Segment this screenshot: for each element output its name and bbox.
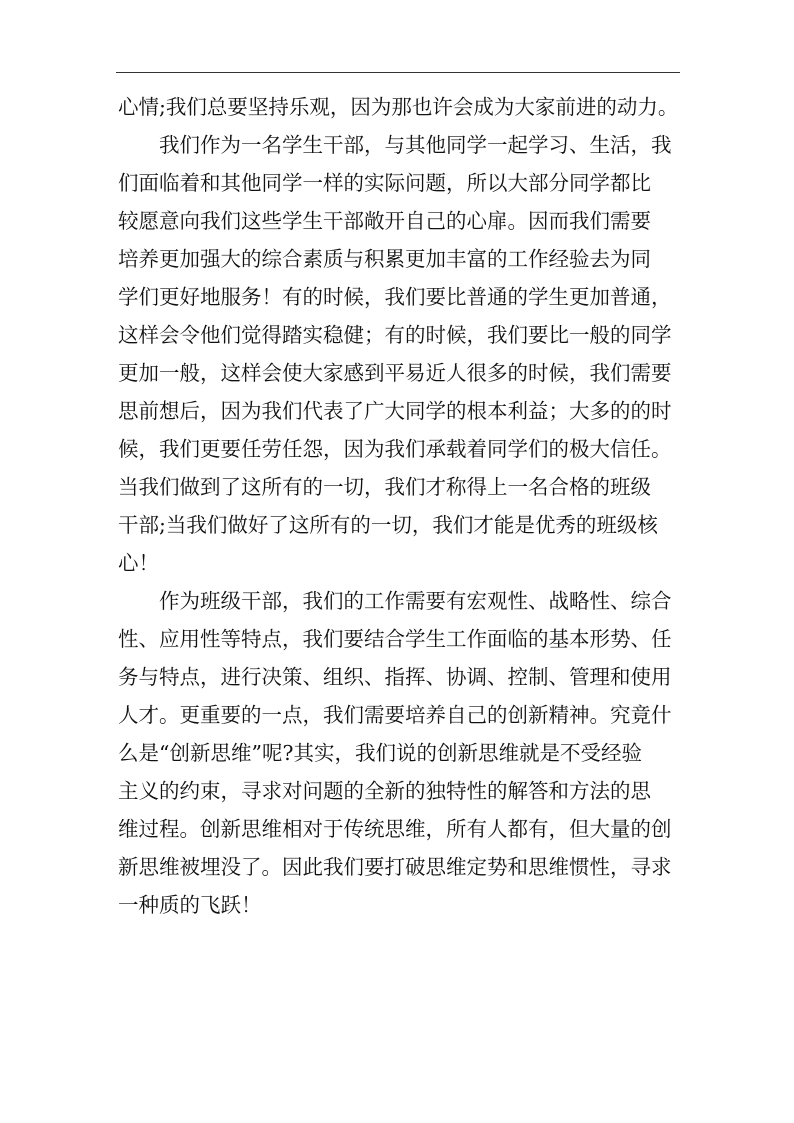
paragraph-3: [118, 582, 684, 924]
text-line: 务与特点，进行决策、组织、指挥、协调、控制、管理和使用: [118, 665, 672, 689]
text-line: 新思维被埋没了。因此我们要打破思维定势和思维惯性，寻求: [118, 855, 672, 879]
text-line: 们面临着和其他同学一样的实际问题，所以大部分同学都比: [118, 171, 651, 195]
text-line: 候，我们更要任劳任怨，因为我们承载着同学们的极大信任。: [118, 437, 672, 461]
paragraph-1: [118, 88, 684, 126]
text-line: 么是“创新思维”呢?其实，我们说的创新思维就是不受经验: [118, 741, 642, 765]
paragraph-2: [118, 126, 684, 582]
text-line: 心情;我们总要坚持乐观，因为那也许会成为大家前进的动力。: [118, 95, 679, 119]
text-line: 培养更加强大的综合素质与积累更加丰富的工作经验去为同: [118, 247, 651, 271]
text-line: 人才。更重要的一点，我们需要培养自己的创新精神。究竟什: [118, 703, 672, 727]
text-line: 维过程。创新思维相对于传统思维，所有人都有，但大量的创: [118, 817, 672, 841]
header-rule: [116, 72, 680, 73]
text-line: 学们更好地服务！有的时候，我们要比普通的学生更加普通，: [118, 285, 672, 309]
text-line: 主义的约束，寻求对问题的全新的独特性的解答和方法的思: [118, 779, 651, 803]
text-line: 作为班级干部，我们的工作需要有宏观性、战略性、综合: [159, 589, 672, 613]
text-line: 一种质的飞跃！: [118, 893, 262, 917]
text-line: 更加一般，这样会使大家感到平易近人很多的时候，我们需要: [118, 361, 672, 385]
text-line: 干部;当我们做好了这所有的一切，我们才能是优秀的班级核: [118, 513, 658, 537]
text-line: 较愿意向我们这些学生干部敞开自己的心扉。因而我们需要: [118, 209, 651, 233]
text-line: 性、应用性等特点，我们要结合学生工作面临的基本形势、任: [118, 627, 672, 651]
text-line: 我们作为一名学生干部，与其他同学一起学习、生活，我: [159, 133, 672, 157]
document-body: [118, 88, 684, 924]
text-line: 思前想后，因为我们代表了广大同学的根本利益；大多的的时: [118, 399, 672, 423]
text-line: 心！: [118, 551, 159, 575]
text-line: 当我们做到了这所有的一切，我们才称得上一名合格的班级: [118, 475, 651, 499]
text-line: 这样会令他们觉得踏实稳健；有的时候，我们要比一般的同学: [118, 323, 672, 347]
